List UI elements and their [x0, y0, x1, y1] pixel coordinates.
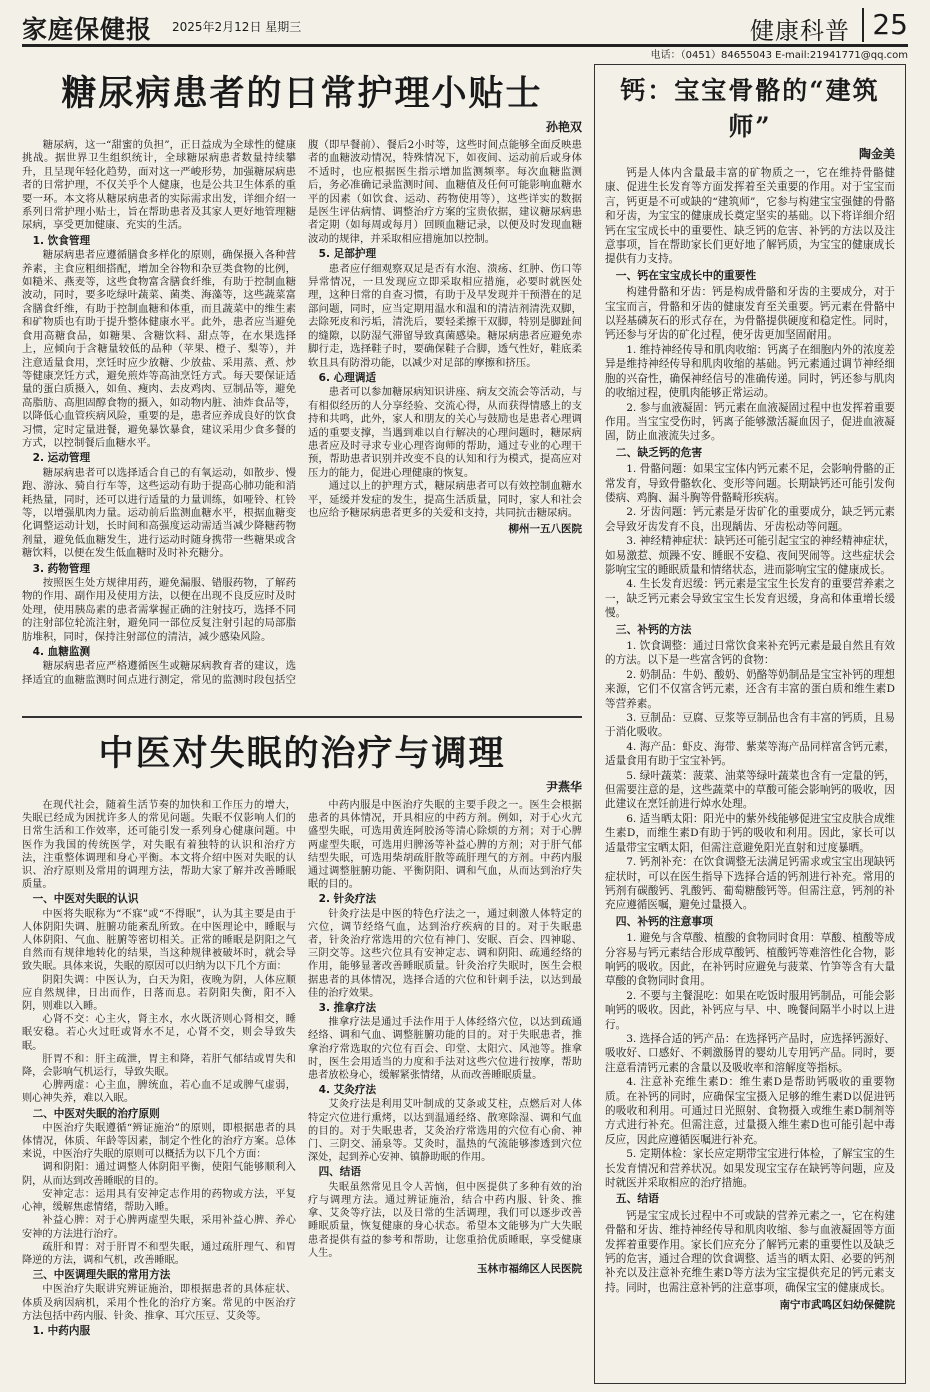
- paragraph: 1. 避免与含草酸、植酸的食物同时食用：草酸、植酸等成分容易与钙元素结合形成草酸钙、植酸钙等难溶性化合物，影响钙的吸收。因此，在补钙时应避免与菠菜、竹笋等含有大量草酸的食物同时食用。: [605, 932, 895, 988]
- paragraph: 中药内服是中医治疗失眠的主要手段之一。医生会根据患者的具体情况，开具相应的中药方剂。例如，对于心火亢盛型失眠，可选用黄连阿胶汤等清心除烦的方剂；对于心脾两虚型失眠，可选用归脾汤等补益心脾的方剂；对于肝气郁结型失眠，可选用柴胡疏肝散等疏肝理气的方剂。中药内服通过调整脏腑功能、平衡阴阳、调和气血，从而达到治疗失眠的目的。: [308, 800, 582, 891]
- paragraph: 肝胃不和：肝主疏泄，胃主和降，若肝气郁结或胃失和降，会影响气机运行，导致失眠。: [22, 1053, 296, 1079]
- article-body: [22, 799, 582, 1364]
- section-heading: 3. 药物管理: [32, 562, 91, 575]
- paragraph: 2. 参与血液凝固：钙元素在血液凝固过程中也发挥着重要作用。当宝宝受伤时，钙离子能够激活凝血因子，促进血液凝固，防止血液流失过多。: [605, 401, 895, 443]
- paragraph: 在现代社会，随着生活节奏的加快和工作压力的增大，失眠已经成为困扰许多人的常见问题。失眠不仅影响人们的日常生活和工作效率，还可能引发一系列身心健康问题。中医作为我国的传统医学，对失眠有着独特的认识和治疗方法，注重整体调理和身心平衡。本文将介绍中医对失眠的认识、治疗原则及常用的调理方法，帮助大家了解并改善睡眠质量。: [22, 800, 296, 891]
- paragraph: 针灸疗法是中医的特色疗法之一，通过刺激人体特定的穴位，调节经络气血，达到治疗疾病的目的。对于失眠患者，针灸治疗常选用的穴位有神门、安眠、百会、四神聪、三阴交等。这些穴位具有安神定志、调和阴阳、疏通经络的作用，能够显著改善睡眠质量。针灸治疗失眠时，医生会根据患者的具体情况，选择合适的穴位和针刺手法，以达到最佳的治疗效果。: [308, 908, 582, 999]
- paragraph: 失眠虽然常见且令人苦恼，但中医提供了多种有效的治疗与调理方法。通过辨证施治，结合中药内服、针灸、推拿、艾灸等疗法，以及日常的生活调理，我们可以逐步改善睡眠质量，恢复健康的身心状态。希望本文能够为广大失眠患者提供有益的参考和帮助，让您重拾优质睡眠，享受健康人生。: [308, 1181, 582, 1259]
- paragraph: 4. 海产品：虾皮、海带、紫菜等海产品同样富含钙元素，适量食用有助于宝宝补钙。: [605, 740, 895, 768]
- article-divider: [22, 716, 582, 718]
- paragraph: 心肾不交：心主火，肾主水，水火既济则心肾相交，睡眠安稳。若心火过旺或肾水不足，心肾不交，则会导致失眠。: [22, 1014, 296, 1052]
- paragraph: 患者应仔细观察双足是否有水泡、溃疡、红肿、伤口等异常情况，一旦发现应立即采取相应措施，必要时就医处理，这种日常的自查习惯，有助于及早发现并干预潜在的足部问题，同时，应当定期用温水和温和的清洁剂清洗双脚，去除死皮和污垢，清洗后，要轻柔擦干双脚，特别是脚趾间的缝隙，以防湿气滞留导致真菌感染。糖尿病患者应避免赤脚行走，选择鞋子时，要确保鞋子合脚，透气性好，鞋底柔软且具有防滑功能，以减少对足部的摩擦和挤压。: [308, 262, 582, 369]
- paragraph: 糖尿病患者应严格遵循医生或糖尿病教育者的建议，选择适宜的血糖监测时间点进行测定，常见的监测时段包括空腹（即早餐前）、餐后2小时等，这些时间点能够全面反映患者的血糖波动情况，特殊情况下，如夜间、运动前后或身体不适时，也应根据医生指示增加监测频率。每次血糖监测后，务必准确记录监测时间、血糖值及任何可能影响血糖水平的因素（如饮食、运动、药物使用等），这些详实的数据是医生评估病情、调整治疗方案的宝贵依据，建议糖尿病患者定期（如每周或每月）回顾血糖记录，以便及时发现血糖波动的规律，并采取相应措施加以控制。: [22, 139, 582, 686]
- article-title: 糖尿病患者的日常护理小贴士: [61, 73, 543, 114]
- paragraph: 阴阳失调：中医认为，白天为阳，夜晚为阴，人体应顺应自然规律，日出而作，日落而息。若阴阳失衡，阳不入阴，则难以入睡。: [22, 974, 296, 1013]
- article-insomnia: [22, 724, 582, 1384]
- paragraph: 5. 定期体检：家长应定期带宝宝进行体检，了解宝宝的生长发育情况和营养状况。如果发现宝宝存在缺钙等问题，应及时就医并采取相应的治疗措施。: [605, 1148, 895, 1190]
- paragraph: 推拿疗法是通过手法作用于人体经络穴位，以达到疏通经络、调和气血、调整脏腑功能的目的。对于失眠患者，推拿治疗常选取的穴位有百会、印堂、太阳穴、风池等。推拿时，医生会用适当的力度和手法对这些穴位进行按摩，帮助患者放松身心，缓解紧张情绪，从而改善睡眠质量。: [308, 1017, 582, 1082]
- masthead: [22, 8, 908, 47]
- hospital-affiliation: 南宁市武鸣区妇幼保健院: [779, 1299, 895, 1312]
- paragraph: 1. 维持神经传导和肌肉收缩：钙离子在细胞内外的浓度差异是维持神经传导和肌肉收缩的基础。钙元素通过调节神经细胞的兴奋性，确保神经信号的准确传递。同时，钙还参与肌肉的收缩过程，使肌肉能够正常运动。: [605, 343, 895, 400]
- page-number: 25: [862, 8, 908, 42]
- article-title: 钙：宝宝骨骼的“建筑师”: [620, 76, 880, 141]
- paragraph: 3. 豆制品：豆腐、豆浆等豆制品也含有丰富的钙质，且易于消化吸收。: [605, 712, 895, 739]
- article-author: 孙艳双: [545, 120, 582, 134]
- paragraph: 疏肝和胃：对于肝胃不和型失眠，通过疏肝理气、和胃降逆的方法，调和气机，改善睡眠。: [22, 1241, 296, 1266]
- article-title: 中医对失眠的治疗与调理: [98, 733, 506, 774]
- paragraph: 糖尿病，这一“甜蜜的负担”，正日益成为全球性的健康挑战。据世界卫生组织统计，全球糖尿病患者数量持续攀升，且呈现年轻化趋势，面对这一严峻形势，加强糖尿病患者的日常护理，不仅关乎个人健康，也是公共卫生体系的重要一环。本文将从糖尿病患者的实际需求出发，详细介绍一系列日常护理小贴士，旨在帮助患者及其家人更好地管理糖尿病，享受更加健康、充实的生活。: [22, 139, 296, 232]
- paragraph: 3. 选择合适的钙产品：在选择钙产品时，应选择钙源好、吸收好、口感好、不刺激肠胃的婴幼儿专用钙产品。同时，要注意看清钙元素的含量以及吸收率和溶解度等指标。: [605, 1032, 895, 1074]
- paragraph: 2. 奶制品：牛奶、酸奶、奶酪等奶制品是宝宝补钙的理想来源，它们不仅富含钙元素，还含有丰富的蛋白质和维生素D等营养素。: [605, 668, 895, 710]
- paragraph: 通过以上的护理方式，糖尿病患者可以有效控制血糖水平，延缓并发症的发生，提高生活质量，同时，家人和社会也应给予糖尿病患者更多的关爱和支持，共同抗击糖尿病。: [308, 480, 582, 519]
- article-author: 陶金美: [858, 147, 895, 161]
- issue-date: 2025年2月12日 星期三: [172, 20, 302, 34]
- paragraph: 3. 神经精神症状：缺钙还可能引起宝宝的神经精神症状，如易激惹、烦躁不安、睡眠不安稳、夜间哭闹等。这些症状会影响宝宝的睡眠质量和情绪状态，进而影响宝宝的健康成长。: [605, 535, 895, 576]
- section-heading: 5. 足部护理: [318, 248, 377, 261]
- section-heading: 三、补钙的方法: [615, 622, 692, 636]
- article-body: [22, 139, 582, 699]
- paragraph: 5. 绿叶蔬菜：菠菜、油菜等绿叶蔬菜也含有一定量的钙，但需要注意的是，这些蔬菜中的草酸可能会影响钙的吸收，因此建议在烹饪前进行焯水处理。: [605, 769, 895, 811]
- section-heading: 四、结语: [318, 1166, 361, 1179]
- section-heading: 四、补钙的注意事项: [615, 914, 713, 928]
- newspaper-name: 家庭保健报: [22, 15, 153, 44]
- paragraph: 2. 牙齿问题：钙元素是牙齿矿化的重要成分，缺乏钙元素会导致牙齿发育不良，出现龋齿、牙齿松动等问题。: [605, 506, 895, 533]
- paragraph: 按照医生处方规律用药，避免漏服、错服药物，了解药物的作用、副作用及使用方法，以便在出现不良反应时及时处理，使用胰岛素的患者需掌握正确的注射技巧，选择不同的注射部位轮流注射，避免同一部位反复注射引起的局部脂肪堆积，同时，保持注射部位的清洁，减少感染风险。: [22, 577, 296, 643]
- article-body: [605, 166, 895, 1313]
- hospital-affiliation: 柳州一五八医院: [508, 523, 582, 536]
- paragraph: 心脾两虚：心主血，脾统血，若心血不足或脾气虚弱，则心神失养，难以入眠。: [22, 1080, 296, 1105]
- section-heading: 一、钙在宝宝成长中的重要性: [615, 268, 757, 282]
- paragraph: 4. 生长发育迟缓：钙元素是宝宝生长发育的重要营养素之一，缺乏钙元素会导致宝宝生长发育迟缓，身高和体重增长缓慢。: [605, 578, 895, 620]
- section-heading: 1. 中药内服: [32, 1324, 91, 1337]
- hospital-affiliation: 玉林市福绵区人民医院: [477, 1262, 582, 1275]
- paragraph: 1. 骨骼问题：如果宝宝体内钙元素不足，会影响骨骼的正常发育，导致骨骼软化、变形等问题。长期缺钙还可能引发佝偻病、鸡胸、漏斗胸等骨骼畸形疾病。: [605, 463, 895, 504]
- article-author: 尹燕华: [545, 780, 582, 794]
- paragraph: 钙是宝宝成长过程中不可或缺的营养元素之一，它在构建骨骼和牙齿、维持神经传导和肌肉收缩、参与血液凝固等方面发挥着重要作用。家长们应充分了解钙元素的重要性以及缺乏钙的危害，通过合理的饮食调整、适当的晒太阳、必要的钙剂补充以及注意补充维生素D等方法为宝宝提供充足的钙元素支持。同时，也需注意补钙的注意事项，确保宝宝的健康成长。: [605, 1209, 895, 1294]
- article-calcium: [594, 64, 906, 1384]
- paragraph: 安神定志：运用具有安神定志作用的药物或方法，平复心神，缓解焦虑情绪，帮助入睡。: [22, 1188, 296, 1214]
- paragraph: 中医将失眠称为“不寐”或“不得眠”，认为其主要是由于人体阴阳失调、脏腑功能紊乱所致。在中医理论中，睡眠与人体阴阳、气血、脏腑等密切相关。正常的睡眠是阴阳之气自然而有规律地转化的结果，当这种规律被破坏时，就会导致失眠。具体来说，失眠的原因可以归纳为以下几个方面：: [22, 908, 296, 973]
- paragraph: 中医治疗失眠讲究辨证施治，即根据患者的具体症状、体质及病因病机，采用个性化的治疗方案。常见的中医治疗方法包括中药内服、针灸、推拿、耳穴压豆、艾灸等。: [22, 1284, 296, 1322]
- section-heading: 二、缺乏钙的危害: [615, 445, 703, 459]
- paragraph: 构建骨骼和牙齿：钙是构成骨骼和牙齿的主要成分，对于宝宝而言，骨骼和牙齿的健康发育至关重要。钙元素在骨骼中以羟基磷灰石的形式存在，为骨骼提供硬度和稳定性。同时，钙还参与牙齿的矿化过程，使牙齿更加坚固耐用。: [605, 286, 895, 342]
- section-heading: 五、结语: [615, 1192, 659, 1206]
- article-diabetes: [22, 60, 582, 710]
- section-heading: 一、中医对失眠的认识: [32, 893, 139, 906]
- section-heading: 3. 推拿疗法: [318, 1002, 377, 1015]
- section-heading: 2. 针灸疗法: [318, 893, 377, 906]
- paragraph: 1. 饮食调整：通过日常饮食来补充钙元素是最自然且有效的方法。以下是一些富含钙的食物：: [605, 640, 895, 667]
- section-heading: 1. 饮食管理: [32, 234, 91, 247]
- section-heading: 三、中医调理失眠的常用方法: [32, 1269, 171, 1282]
- paragraph: 补益心脾：对于心脾两虚型失眠，采用补益心脾、养心安神的方法进行治疗。: [22, 1215, 296, 1240]
- paragraph: 2. 不要与主餐混吃：如果在吃饭时服用钙制品，可能会影响钙的吸收。因此，补钙应与早、中、晚餐间隔半小时以上进行。: [605, 989, 895, 1031]
- paragraph: 调和阴阳：通过调整人体阴阳平衡，使阳气能够顺利入阴，从而达到改善睡眠的目的。: [22, 1162, 296, 1187]
- paragraph: 糖尿病患者可以选择适合自己的有氧运动，如散步、慢跑、游泳、骑自行车等，这些运动有助于提高心肺功能和消耗热量，同时，还可以进行适量的力量训练，如哑铃、杠铃等，以增强肌肉力量。运动前后监测血糖水平，根据血糖变化调整运动计划，长时间和高强度运动需适当减少降糖药物剂量，避免低血糖发生，进行运动时随身携带一些糖果或含糖饮料，以便在发生低血糖时及时补充糖分。: [22, 466, 296, 560]
- section-heading: 4. 艾灸疗法: [318, 1084, 377, 1097]
- paragraph: 糖尿病患者应遵循膳食多样化的原则，确保摄入各种营养素，主食应粗细搭配，增加全谷物和杂豆类食物的比例，如糙米、燕麦等，这些食物富含膳食纤维，有助于控制血糖波动，同时，要多吃绿叶蔬菜、菌类、海藻等，这些蔬菜富含膳食纤维，有助于控制血糖和体重，而且蔬菜中的维生素和矿物质也有助于提升整体健康水平。此外，患者应当避免食用高糖食品，如糖果、含糖饮料、甜点等，在水果选择上，应倾向于含糖量较低的品种（苹果、橙子、梨等），并注意适量食用，烹饪时应少放糖、少放盐、采用蒸、煮、炒等健康烹饪方式，避免煎炸等高油烹饪方式。每天要保证适量的蛋白质摄入，如鱼、瘦肉、去皮鸡肉、豆制品等，避免高脂肪、高胆固醇食物的摄入，如动物内脏、油炸食品等，以降低心血管疾病风险，重要的是，患者应养成良好的饮食习惯，定时定量进餐，避免暴饮暴食，建议采用少食多餐的方式，以控制餐后血糖水平。: [22, 249, 296, 449]
- paragraph: 钙是人体内含量最丰富的矿物质之一，它在维持骨骼健康、促进生长发育等方面发挥着至关重要的作用。对于宝宝而言，钙更是不可或缺的“建筑师”，它参与构建宝宝强健的骨骼和牙齿，为宝宝的健康成长奠定坚实的基础。以下将详细介绍钙在宝宝成长中的重要性、缺乏钙的危害、补钙的方法以及注意事项，旨在帮助家长们更好地了解钙质，为宝宝的健康成长提供有力支持。: [605, 167, 895, 266]
- paragraph: 7. 钙剂补充：在饮食调整无法满足钙需求或宝宝出现缺钙症状时，可以在医生指导下选择合适的钙剂进行补充。常用的钙剂有碳酸钙、乳酸钙、葡萄糖酸钙等。但需注意，钙剂的补充应遵循医嘱，避免过量摄入。: [605, 856, 895, 912]
- paragraph: 4. 注意补充维生素D：维生素D是帮助钙吸收的重要物质。在补钙的同时，应确保宝宝摄入足够的维生素D以促进钙的吸收和利用。可通过日光照射、食物摄入或维生素D制剂等方式进行补充。但需注意，过量摄入维生素D也可能引起中毒反应，因此应遵循医嘱进行补充。: [605, 1076, 895, 1146]
- paragraph: 患者可以参加糖尿病知识讲座、病友交流会等活动，与有相似经历的人分享经验、交流心得，从而获得情感上的支持和共鸣，此外，家人和朋友的关心与鼓励也是患者心理调适的重要支撑，当遇到难以自行解决的心理问题时，糖尿病患者应及时寻求专业心理咨询师的帮助，通过专业的心理干预，帮助患者识别并改变不良的认知和行为模式，提高应对压力的能力，促进心理健康的恢复。: [308, 386, 582, 479]
- paragraph: 6. 适当晒太阳：阳光中的紫外线能够促进宝宝皮肤合成维生素D，而维生素D有助于钙的吸收和利用。因此，家长可以适量带宝宝晒太阳，但需注意避免阳光直射和过度暴晒。: [605, 812, 895, 854]
- section-name: 健康科普: [750, 17, 850, 45]
- section-heading: 6. 心理调适: [318, 371, 377, 384]
- contact-info: 电话：（0451）84655043 E-mail:21941771@qq.com: [650, 50, 908, 61]
- paragraph: 艾灸疗法是利用艾叶制成的艾条或艾柱，点燃后对人体特定穴位进行熏烤，以达到温通经络、散寒除湿、调和气血的目的。对于失眠患者，艾灸治疗常选用的穴位有心俞、神门、三阴交、涌泉等。艾灸时，温热的气流能够渗透到穴位深处，起到养心安神、镇静助眠的作用。: [308, 1099, 582, 1164]
- section-heading: 2. 运动管理: [32, 452, 91, 465]
- section-heading: 二、中医对失眠的治疗原则: [32, 1107, 160, 1120]
- section-heading: 4. 血糖监测: [32, 646, 91, 659]
- paragraph: 中医治疗失眠遵循“辨证施治”的原则，即根据患者的具体情况，体质、年龄等因素，制定个性化的治疗方案。总体来说，中医治疗失眠的原则可以概括为以下几个方面：: [22, 1122, 296, 1161]
